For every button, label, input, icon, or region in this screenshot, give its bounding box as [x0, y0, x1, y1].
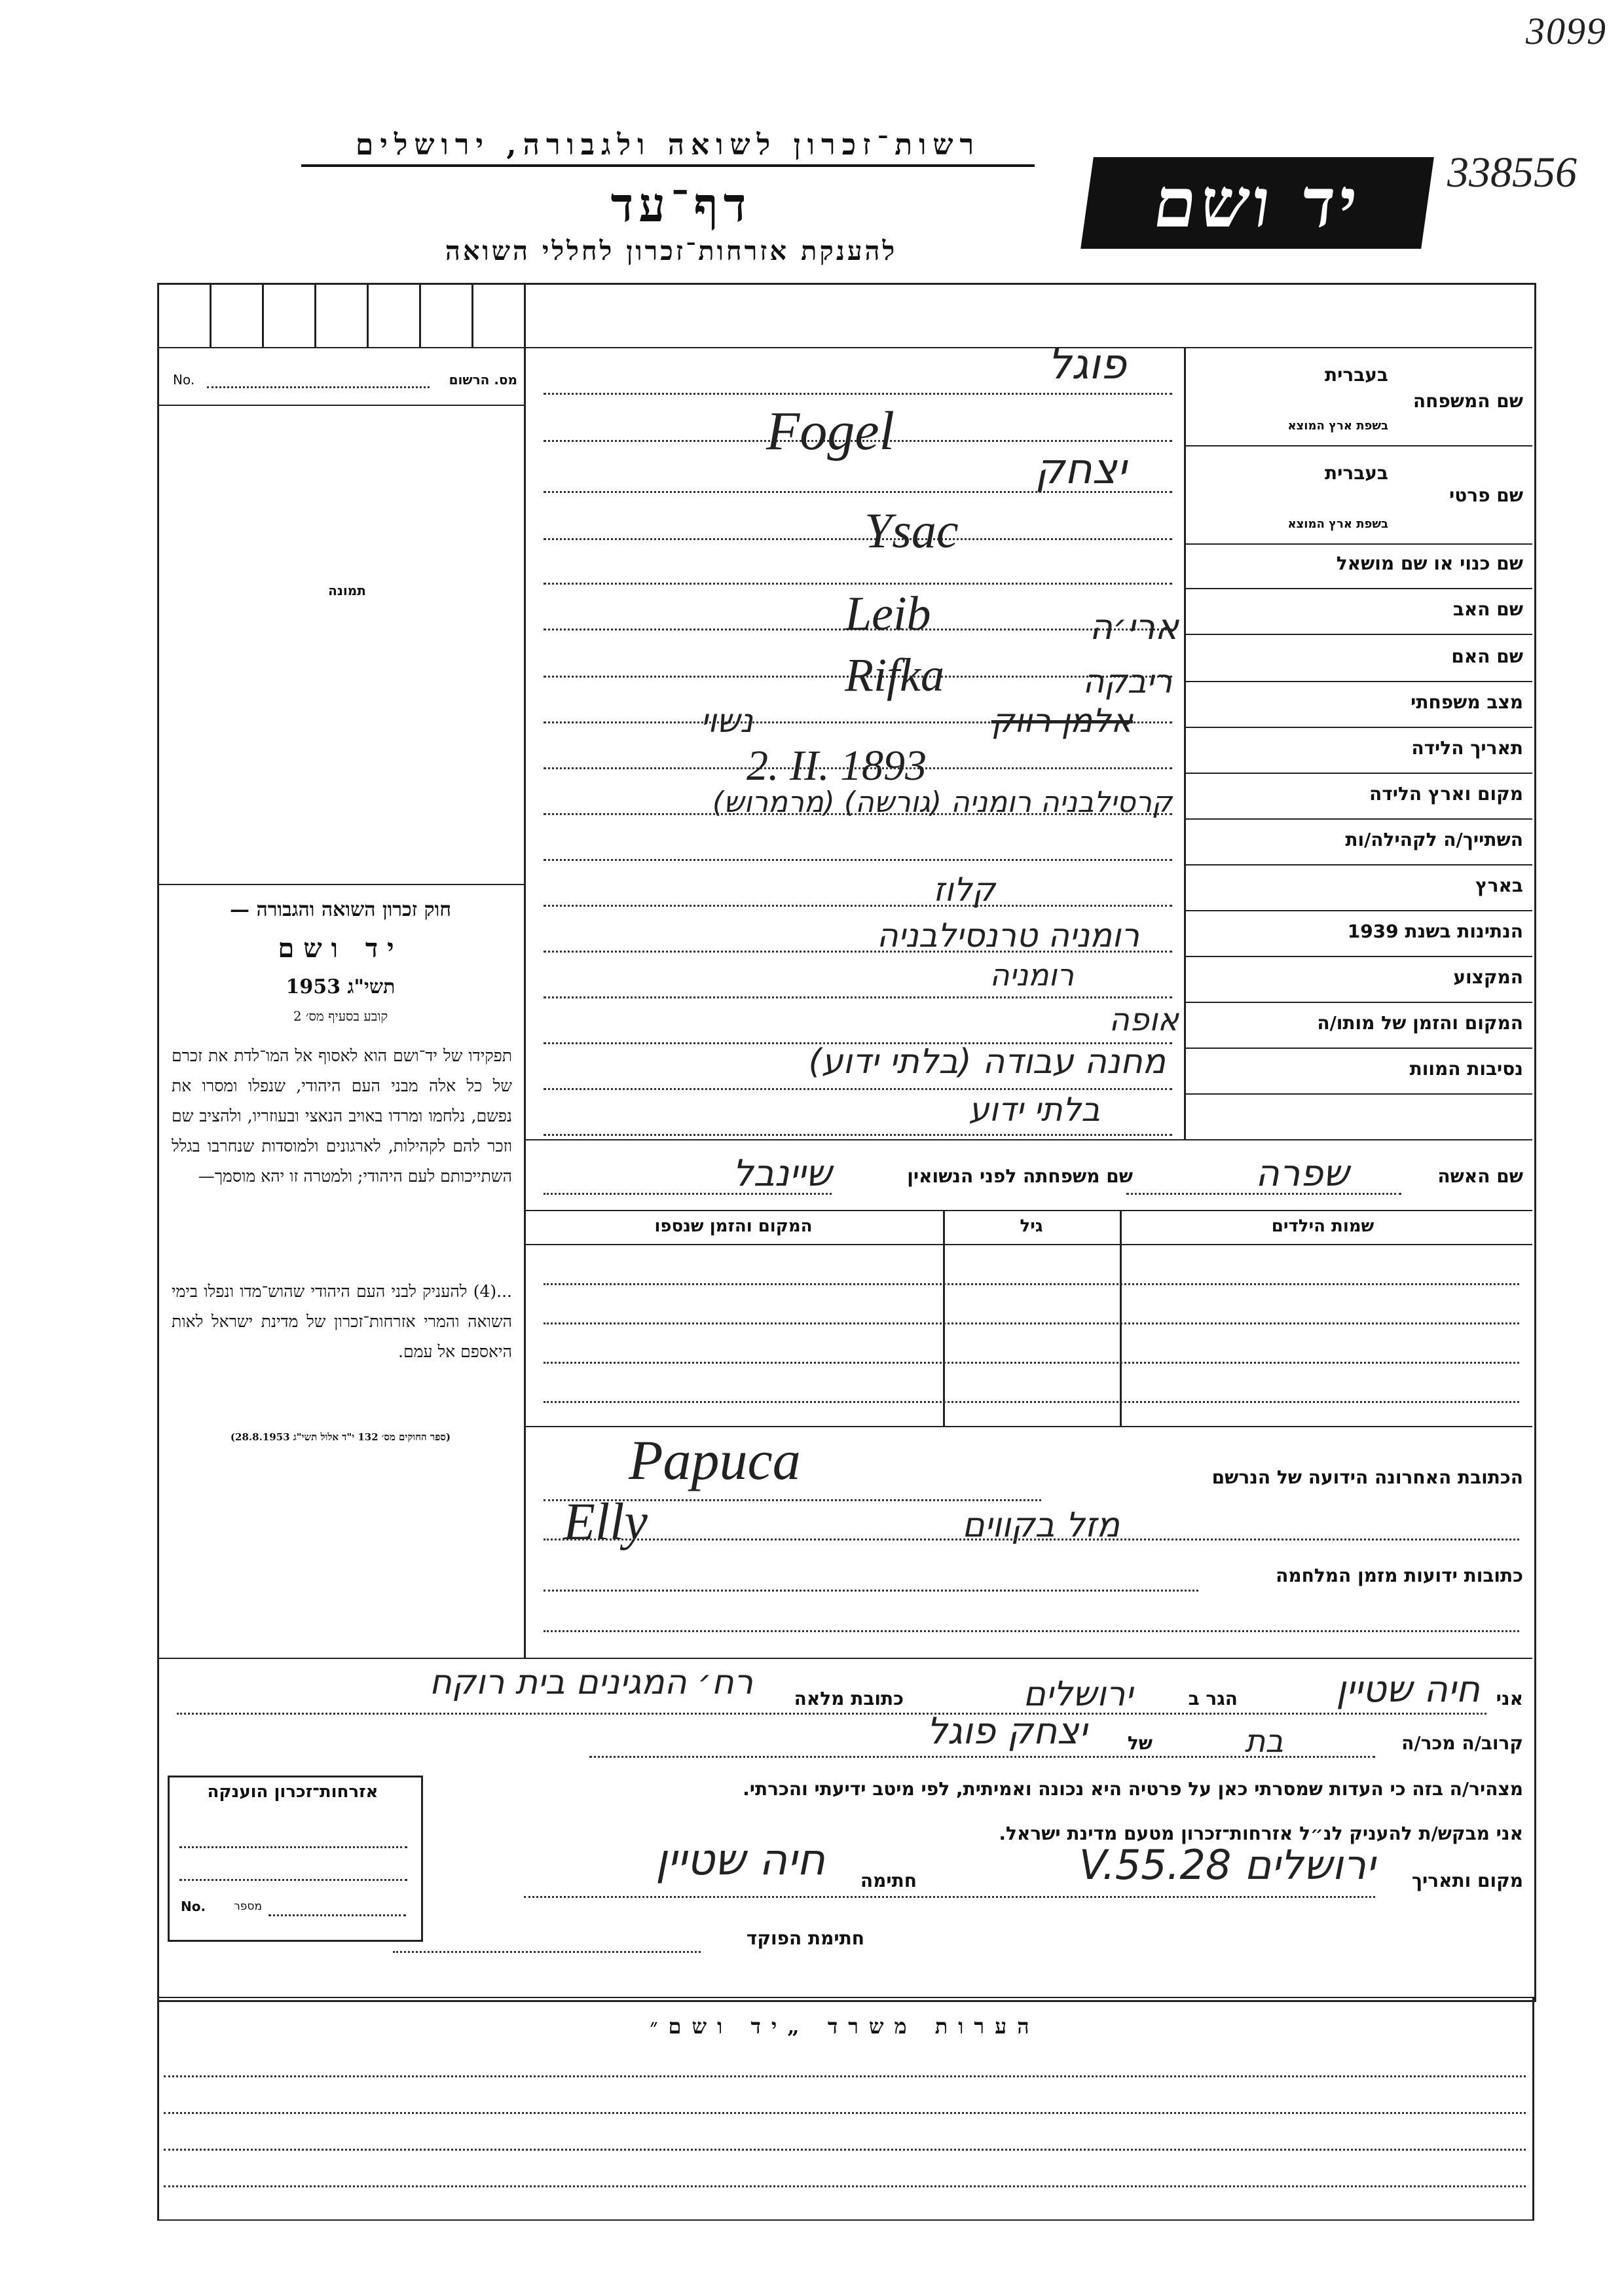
- profession-value: אופה: [1109, 1002, 1179, 1038]
- law-title: חוק זכרון השואה והגבורה —: [230, 898, 451, 921]
- place-date-value: ירושלים 28.V.55: [1079, 1841, 1375, 1889]
- declarant-relation: בת: [1244, 1723, 1283, 1760]
- law-name: יד ושם: [278, 933, 403, 964]
- last-address-label: הכתובת האחרונה הידועה של הנרשם: [1211, 1467, 1523, 1488]
- registration-boxes: [157, 283, 524, 347]
- declarant-city: ירושלים: [1023, 1675, 1133, 1714]
- marital-status-value: נשוי: [700, 702, 753, 740]
- yad-vashem-logo: יד ושם: [1080, 157, 1434, 249]
- death-circumstances-label: נסיבות המוות: [1409, 1058, 1523, 1080]
- country-value: רומניה טרנסילבניה: [876, 917, 1139, 955]
- award-no-label: מספר: [234, 1900, 262, 1913]
- children-place-header: המקום והזמן שנספו: [654, 1216, 813, 1236]
- maiden-name-value: שיינבל: [732, 1152, 832, 1195]
- children-names-header: שמות הילדים: [1271, 1216, 1375, 1236]
- photo-label: תמונה: [328, 583, 366, 598]
- birthdate-value: 2. II. 1893: [747, 742, 927, 790]
- full-address-label: כתובת מלאה: [794, 1688, 904, 1709]
- birthplace-label: מקום וארץ הלידה: [1369, 783, 1523, 805]
- marital-status-struck: אלמן רווק: [991, 702, 1133, 740]
- relative-label: קרוב/ה מכר/ה: [1401, 1732, 1523, 1754]
- request-text: אני מבקש/ת להעניק לנ״ל אזרחות־זכרון מטעם מדינת ישראל.: [999, 1823, 1523, 1844]
- law-reference: (ספר החוקים מס׳ 132 י"ד אלול תשי"ג 28.8.1953): [230, 1431, 451, 1443]
- wife-name-label: שם האשה: [1437, 1165, 1523, 1187]
- law-text-1: תפקידו של יד־ושם הוא לאסוף אל המו־לדת את זכרם של כל אלה מבני העם היהודי, שנפלו ומסרו את נפשם, נלחמו ומרדו באויב הנאצי ובעוזריו, ולהציב שם וזכר להם לקהילות, לארגונים ולמוסדות שנחרבו בגלל השתייכותם לעם היהודי; ולמטרה זו יהא מוסמך—: [172, 1046, 512, 1186]
- label-column-divider: [1184, 347, 1186, 1139]
- left-column-divider: [524, 283, 526, 1658]
- community-label: השתייך/ה לקהילה/ות: [1345, 829, 1523, 850]
- officer-signature-label: חתימת הפוקד: [746, 1927, 864, 1949]
- form-title: דף־עד: [610, 177, 752, 232]
- award-no-en: No.: [181, 1899, 206, 1914]
- declarant-full-address: רח׳ המגינים בית רוקח: [429, 1663, 753, 1702]
- law-text-2: ...(4) להעניק לבני העם היהודי שהוש־מדו ונפלו בימי השואה והמרי אזרחות־זכרון של מדינת ישראל לאות היאספם אל עמם.: [172, 1282, 512, 1361]
- family-name-label: שם המשפחה: [1412, 390, 1523, 412]
- reg-no-en: No.: [173, 372, 195, 388]
- declarant-of-name: יצחק פוגל: [927, 1710, 1087, 1753]
- father-name-hebrew: ארי׳ה: [1089, 606, 1179, 647]
- signature-label: חתימה: [860, 1870, 917, 1891]
- place-date-label: מקום ותאריך: [1411, 1870, 1523, 1891]
- authority-title: רשות־זכרון לשואה ולגבורה, ירושלים: [301, 128, 1035, 167]
- death-circumstances-value: בלתי ידוע: [969, 1091, 1100, 1129]
- last-address-latin: Papuca: [629, 1429, 801, 1491]
- death-place-value: מחנה עבודה (בלתי ידוע): [808, 1042, 1166, 1082]
- in-hebrew-label-2: בעברית: [1324, 462, 1388, 484]
- death-place-label: המקום והזמן של מותו/ה: [1317, 1012, 1523, 1034]
- form-subtitle: להענקת אזרחות־זכרון לחללי השואה: [445, 236, 898, 266]
- of-label: של: [1127, 1732, 1153, 1754]
- children-age-header: גיל: [1020, 1216, 1043, 1236]
- law-clause: קובע בסעיף מס׳ 2: [293, 1008, 388, 1024]
- mother-name-hebrew: ריבקה: [1082, 663, 1172, 701]
- citizenship-label: הנתינות בשנת 1939: [1347, 920, 1523, 942]
- community-value: קלוז: [933, 871, 995, 909]
- registration-stamp-number: 338556: [1447, 149, 1577, 196]
- nickname-label: שם כנוי או שם מושאל: [1336, 553, 1523, 574]
- country-label: בארץ: [1475, 875, 1523, 896]
- declaration-text: מצהיר/ה בזה כי העדות שמסרתי כאן על פרטיה היא נכונה ואמיתית, לפי מיטב ידיעתי והכרתי.: [743, 1778, 1523, 1800]
- profession-label: המקצוע: [1453, 966, 1523, 988]
- declarant-name: חיה שטיין: [1336, 1668, 1480, 1711]
- declarant-residing-label: הגר ב: [1188, 1688, 1238, 1709]
- mother-name-label: שם האם: [1451, 646, 1523, 667]
- first-name-hebrew: יצחק: [1035, 445, 1126, 494]
- office-notes-title: הערות משרד „יד ושם״: [650, 2014, 1040, 2039]
- origin-lang-label-1: בשפת ארץ המוצא: [1287, 419, 1388, 433]
- first-name-label: שם פרטי: [1449, 484, 1523, 506]
- war-address-label: כתובות ידועות מזמן המלחמה: [1276, 1565, 1523, 1586]
- declarant-i-label: אני: [1496, 1688, 1523, 1709]
- declarant-signature: חיה שטיין: [655, 1834, 825, 1885]
- first-name-latin: Ysac: [864, 503, 959, 558]
- in-hebrew-label-1: בעברית: [1324, 364, 1388, 386]
- corner-number: 3099: [1526, 10, 1607, 52]
- wife-name-value: שפרה: [1255, 1152, 1349, 1195]
- father-name-label: שם האב: [1452, 598, 1523, 620]
- maiden-name-label: שם משפחתה לפני הנשואין: [907, 1165, 1133, 1187]
- citizenship-value: רומניה: [989, 957, 1074, 993]
- award-box-title: אזרחות־זכרון הוענקה: [207, 1782, 378, 1802]
- birthdate-label: תאריך הלידה: [1411, 737, 1523, 759]
- origin-lang-label-2: בשפת ארץ המוצא: [1287, 517, 1388, 531]
- family-name-hebrew: פוגל: [1047, 340, 1126, 389]
- mother-name-latin: Rifka: [845, 649, 944, 701]
- reg-no-label: מס. הרשום: [449, 372, 517, 388]
- law-year: תשי"ג 1953: [286, 975, 396, 998]
- last-address-latin-2: Elly: [563, 1493, 648, 1551]
- father-name-latin: Leib: [845, 587, 931, 641]
- last-address-hebrew: מזל בקווים: [962, 1506, 1120, 1545]
- birthplace-value: קרסילבניה רומניה (גורשה) (מרמרוש): [712, 786, 1172, 819]
- marital-status-label: מצב משפחתי: [1411, 691, 1523, 713]
- family-name-latin: Fogel: [766, 401, 895, 462]
